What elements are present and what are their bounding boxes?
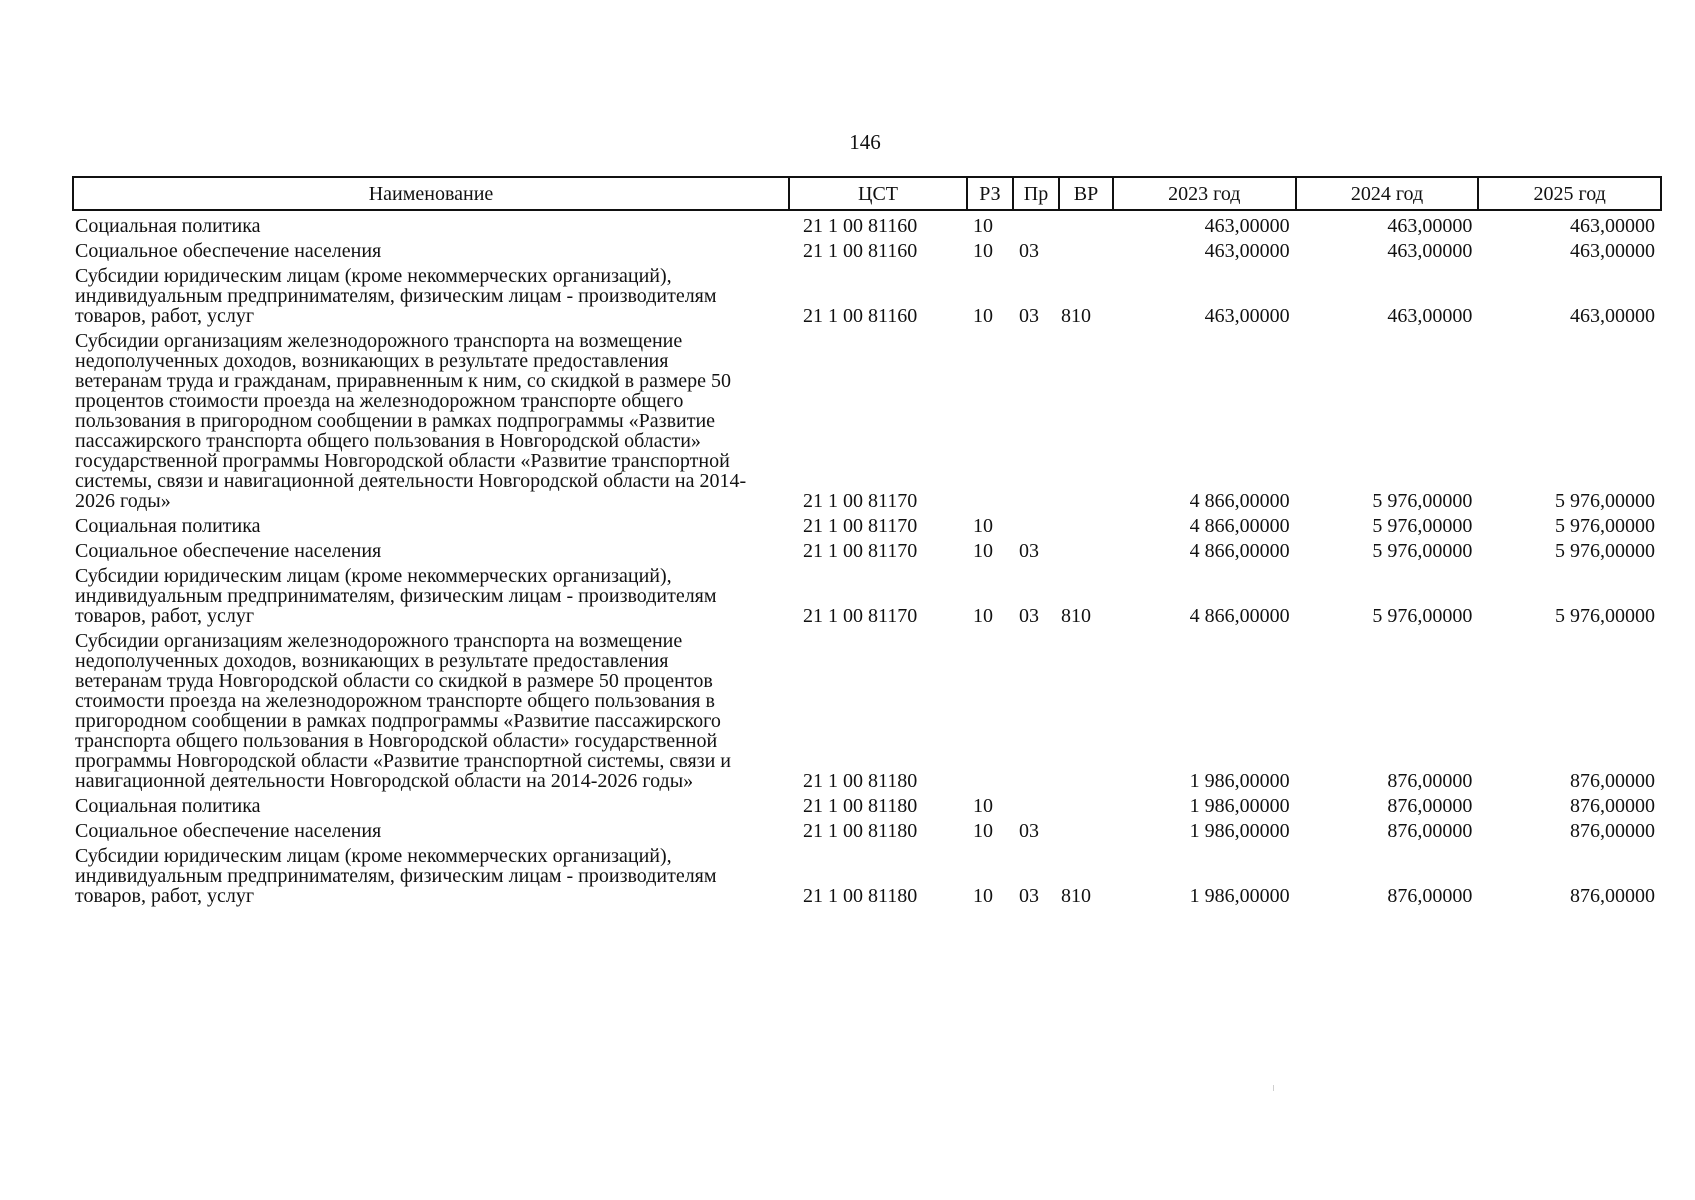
cell-2024: 876,00000 — [1387, 820, 1473, 842]
cell-2023: 1 986,00000 — [1189, 795, 1290, 817]
cell-2025: 463,00000 — [1570, 240, 1655, 262]
header-row — [73, 177, 1661, 210]
cell-cst: 21 1 00 81160 — [803, 215, 918, 237]
table-row — [73, 261, 1661, 326]
cell-pr — [1013, 511, 1059, 536]
cell-vr — [1059, 210, 1113, 236]
cell-name: Социальная политика — [75, 215, 261, 237]
cell-cst: 21 1 00 81170 — [803, 605, 918, 627]
cell-2024: 5 976,00000 — [1372, 540, 1473, 562]
cell-2024: 5 976,00000 — [1372, 605, 1473, 627]
cell-vr: 810 — [1061, 305, 1091, 327]
cell-rz — [967, 326, 1013, 511]
cell-rz: 10 — [973, 515, 993, 537]
table-row — [73, 626, 1661, 791]
header-vr: ВР — [1059, 177, 1113, 210]
cell-2024: 463,00000 — [1387, 215, 1473, 237]
header-2024: 2024 год — [1296, 177, 1479, 210]
cell-2024: 5 976,00000 — [1372, 515, 1473, 537]
cell-vr — [1059, 326, 1113, 511]
cell-pr: 03 — [1019, 305, 1039, 327]
cell-rz — [967, 626, 1013, 791]
table-row — [73, 236, 1661, 261]
cell-vr: 810 — [1061, 605, 1091, 627]
cell-2023: 463,00000 — [1204, 240, 1290, 262]
cell-name: Субсидии юридическим лицам (кроме некоммерческих организаций), индивидуальным предпринимателям, физическим лицам - производителям товаров, работ, услуг — [75, 265, 717, 327]
cell-2025: 876,00000 — [1570, 795, 1655, 817]
cell-2025: 5 976,00000 — [1555, 490, 1655, 512]
cell-name: Социальное обеспечение населения — [75, 540, 382, 562]
cell-pr — [1013, 210, 1059, 236]
cell-rz: 10 — [973, 605, 993, 627]
cell-vr: 810 — [1061, 885, 1091, 907]
header-pr: Пр — [1013, 177, 1059, 210]
header-name: Наименование — [73, 177, 789, 210]
cell-rz: 10 — [973, 305, 993, 327]
page-number: 146 — [849, 130, 881, 154]
cell-2023: 4 866,00000 — [1189, 540, 1290, 562]
cell-pr — [1013, 626, 1059, 791]
cell-rz: 10 — [973, 215, 993, 237]
cell-name: Субсидии юридическим лицам (кроме некоммерческих организаций), индивидуальным предпринимателям, физическим лицам - производителям товаров, работ, услуг — [75, 565, 717, 627]
table-row — [73, 791, 1661, 816]
cell-pr: 03 — [1019, 605, 1039, 627]
table-row — [73, 326, 1661, 511]
cell-2025: 5 976,00000 — [1555, 605, 1655, 627]
cell-cst: 21 1 00 81170 — [803, 540, 918, 562]
cell-cst: 21 1 00 81170 — [803, 515, 918, 537]
cell-2023: 463,00000 — [1204, 215, 1290, 237]
cell-pr — [1013, 326, 1059, 511]
cell-2023: 1 986,00000 — [1189, 885, 1290, 907]
table-header — [73, 177, 1661, 210]
cell-vr — [1059, 536, 1113, 561]
cell-cst: 21 1 00 81180 — [803, 885, 918, 907]
cell-cst: 21 1 00 81180 — [803, 795, 918, 817]
budget-table — [72, 176, 1662, 906]
table-row — [73, 561, 1661, 626]
cell-vr — [1059, 626, 1113, 791]
cell-2023: 463,00000 — [1204, 305, 1290, 327]
cell-pr: 03 — [1019, 820, 1039, 842]
scan-mark — [1273, 1085, 1274, 1091]
cell-vr — [1059, 791, 1113, 816]
cell-2025: 463,00000 — [1570, 215, 1655, 237]
cell-pr: 03 — [1019, 885, 1039, 907]
cell-pr — [1013, 791, 1059, 816]
cell-rz: 10 — [973, 795, 993, 817]
cell-2024: 876,00000 — [1387, 770, 1473, 792]
cell-cst: 21 1 00 81180 — [803, 820, 918, 842]
cell-2025: 463,00000 — [1570, 305, 1655, 327]
cell-name: Субсидии организациям железнодорожного транспорта на возмещение недополученных доходов, возникающих в результате предоставления ветеранам труда и гражданам, приравненным к ним, со скидкой в размере 50 процентов стоимости проезда на железнодорожном транспорте общего пользования в пригородном сообщении в рамках подпрограммы «Развитие пассажирского транспорта общего пользования в Новгородской области» государственной программы Новгородской области «Развитие транспортной системы, связи и навигационной деятельности Новгородской области на 2014-2026 годы» — [75, 330, 747, 512]
cell-vr — [1059, 816, 1113, 841]
cell-rz: 10 — [973, 240, 993, 262]
cell-name: Социальное обеспечение населения — [75, 240, 382, 262]
cell-2025: 5 976,00000 — [1555, 540, 1655, 562]
cell-2025: 876,00000 — [1570, 770, 1655, 792]
cell-name: Субсидии организациям железнодорожного транспорта на возмещение недополученных доходов, возникающих в результате предоставления ветеранам труда Новгородской области со скидкой в размере 50 процентов стоимости проезда на железнодорожном транспорте общего пользования в пригородном сообщении в рамках подпрограммы «Развитие пассажирского транспорта общего пользования в Новгородской области» государственной программы Новгородской области «Развитие транспортной системы, связи и навигационной деятельности Новгородской области на 2014-2026 годы» — [75, 630, 731, 792]
cell-2023: 4 866,00000 — [1189, 605, 1290, 627]
cell-2023: 4 866,00000 — [1189, 490, 1290, 512]
table-body — [73, 210, 1661, 906]
table-row — [73, 536, 1661, 561]
header-cst: ЦСТ — [789, 177, 967, 210]
cell-2023: 1 986,00000 — [1189, 770, 1290, 792]
cell-cst: 21 1 00 81160 — [803, 305, 918, 327]
table-row — [73, 511, 1661, 536]
cell-name: Социальная политика — [75, 515, 261, 537]
cell-cst: 21 1 00 81170 — [803, 490, 918, 512]
table-row — [73, 210, 1661, 236]
cell-name: Социальное обеспечение населения — [75, 820, 382, 842]
header-2025: 2025 год — [1478, 177, 1661, 210]
cell-rz: 10 — [973, 820, 993, 842]
cell-2024: 876,00000 — [1387, 795, 1473, 817]
cell-vr — [1059, 511, 1113, 536]
cell-2023: 1 986,00000 — [1189, 820, 1290, 842]
table-row — [73, 841, 1661, 906]
cell-name: Социальная политика — [75, 795, 261, 817]
cell-vr — [1059, 236, 1113, 261]
cell-rz: 10 — [973, 885, 993, 907]
cell-cst: 21 1 00 81160 — [803, 240, 918, 262]
cell-2025: 876,00000 — [1570, 820, 1655, 842]
table-row — [73, 816, 1661, 841]
cell-2024: 463,00000 — [1387, 240, 1473, 262]
cell-rz: 10 — [973, 540, 993, 562]
cell-2024: 5 976,00000 — [1372, 490, 1473, 512]
cell-pr: 03 — [1019, 240, 1039, 262]
cell-2023: 4 866,00000 — [1189, 515, 1290, 537]
cell-2025: 5 976,00000 — [1555, 515, 1655, 537]
cell-2024: 463,00000 — [1387, 305, 1473, 327]
cell-pr: 03 — [1019, 540, 1039, 562]
cell-2024: 876,00000 — [1387, 885, 1473, 907]
cell-name: Субсидии юридическим лицам (кроме некоммерческих организаций), индивидуальным предпринимателям, физическим лицам - производителям товаров, работ, услуг — [75, 845, 717, 907]
header-rz: РЗ — [967, 177, 1013, 210]
cell-cst: 21 1 00 81180 — [803, 770, 918, 792]
header-2023: 2023 год — [1113, 177, 1296, 210]
cell-2025: 876,00000 — [1570, 885, 1655, 907]
